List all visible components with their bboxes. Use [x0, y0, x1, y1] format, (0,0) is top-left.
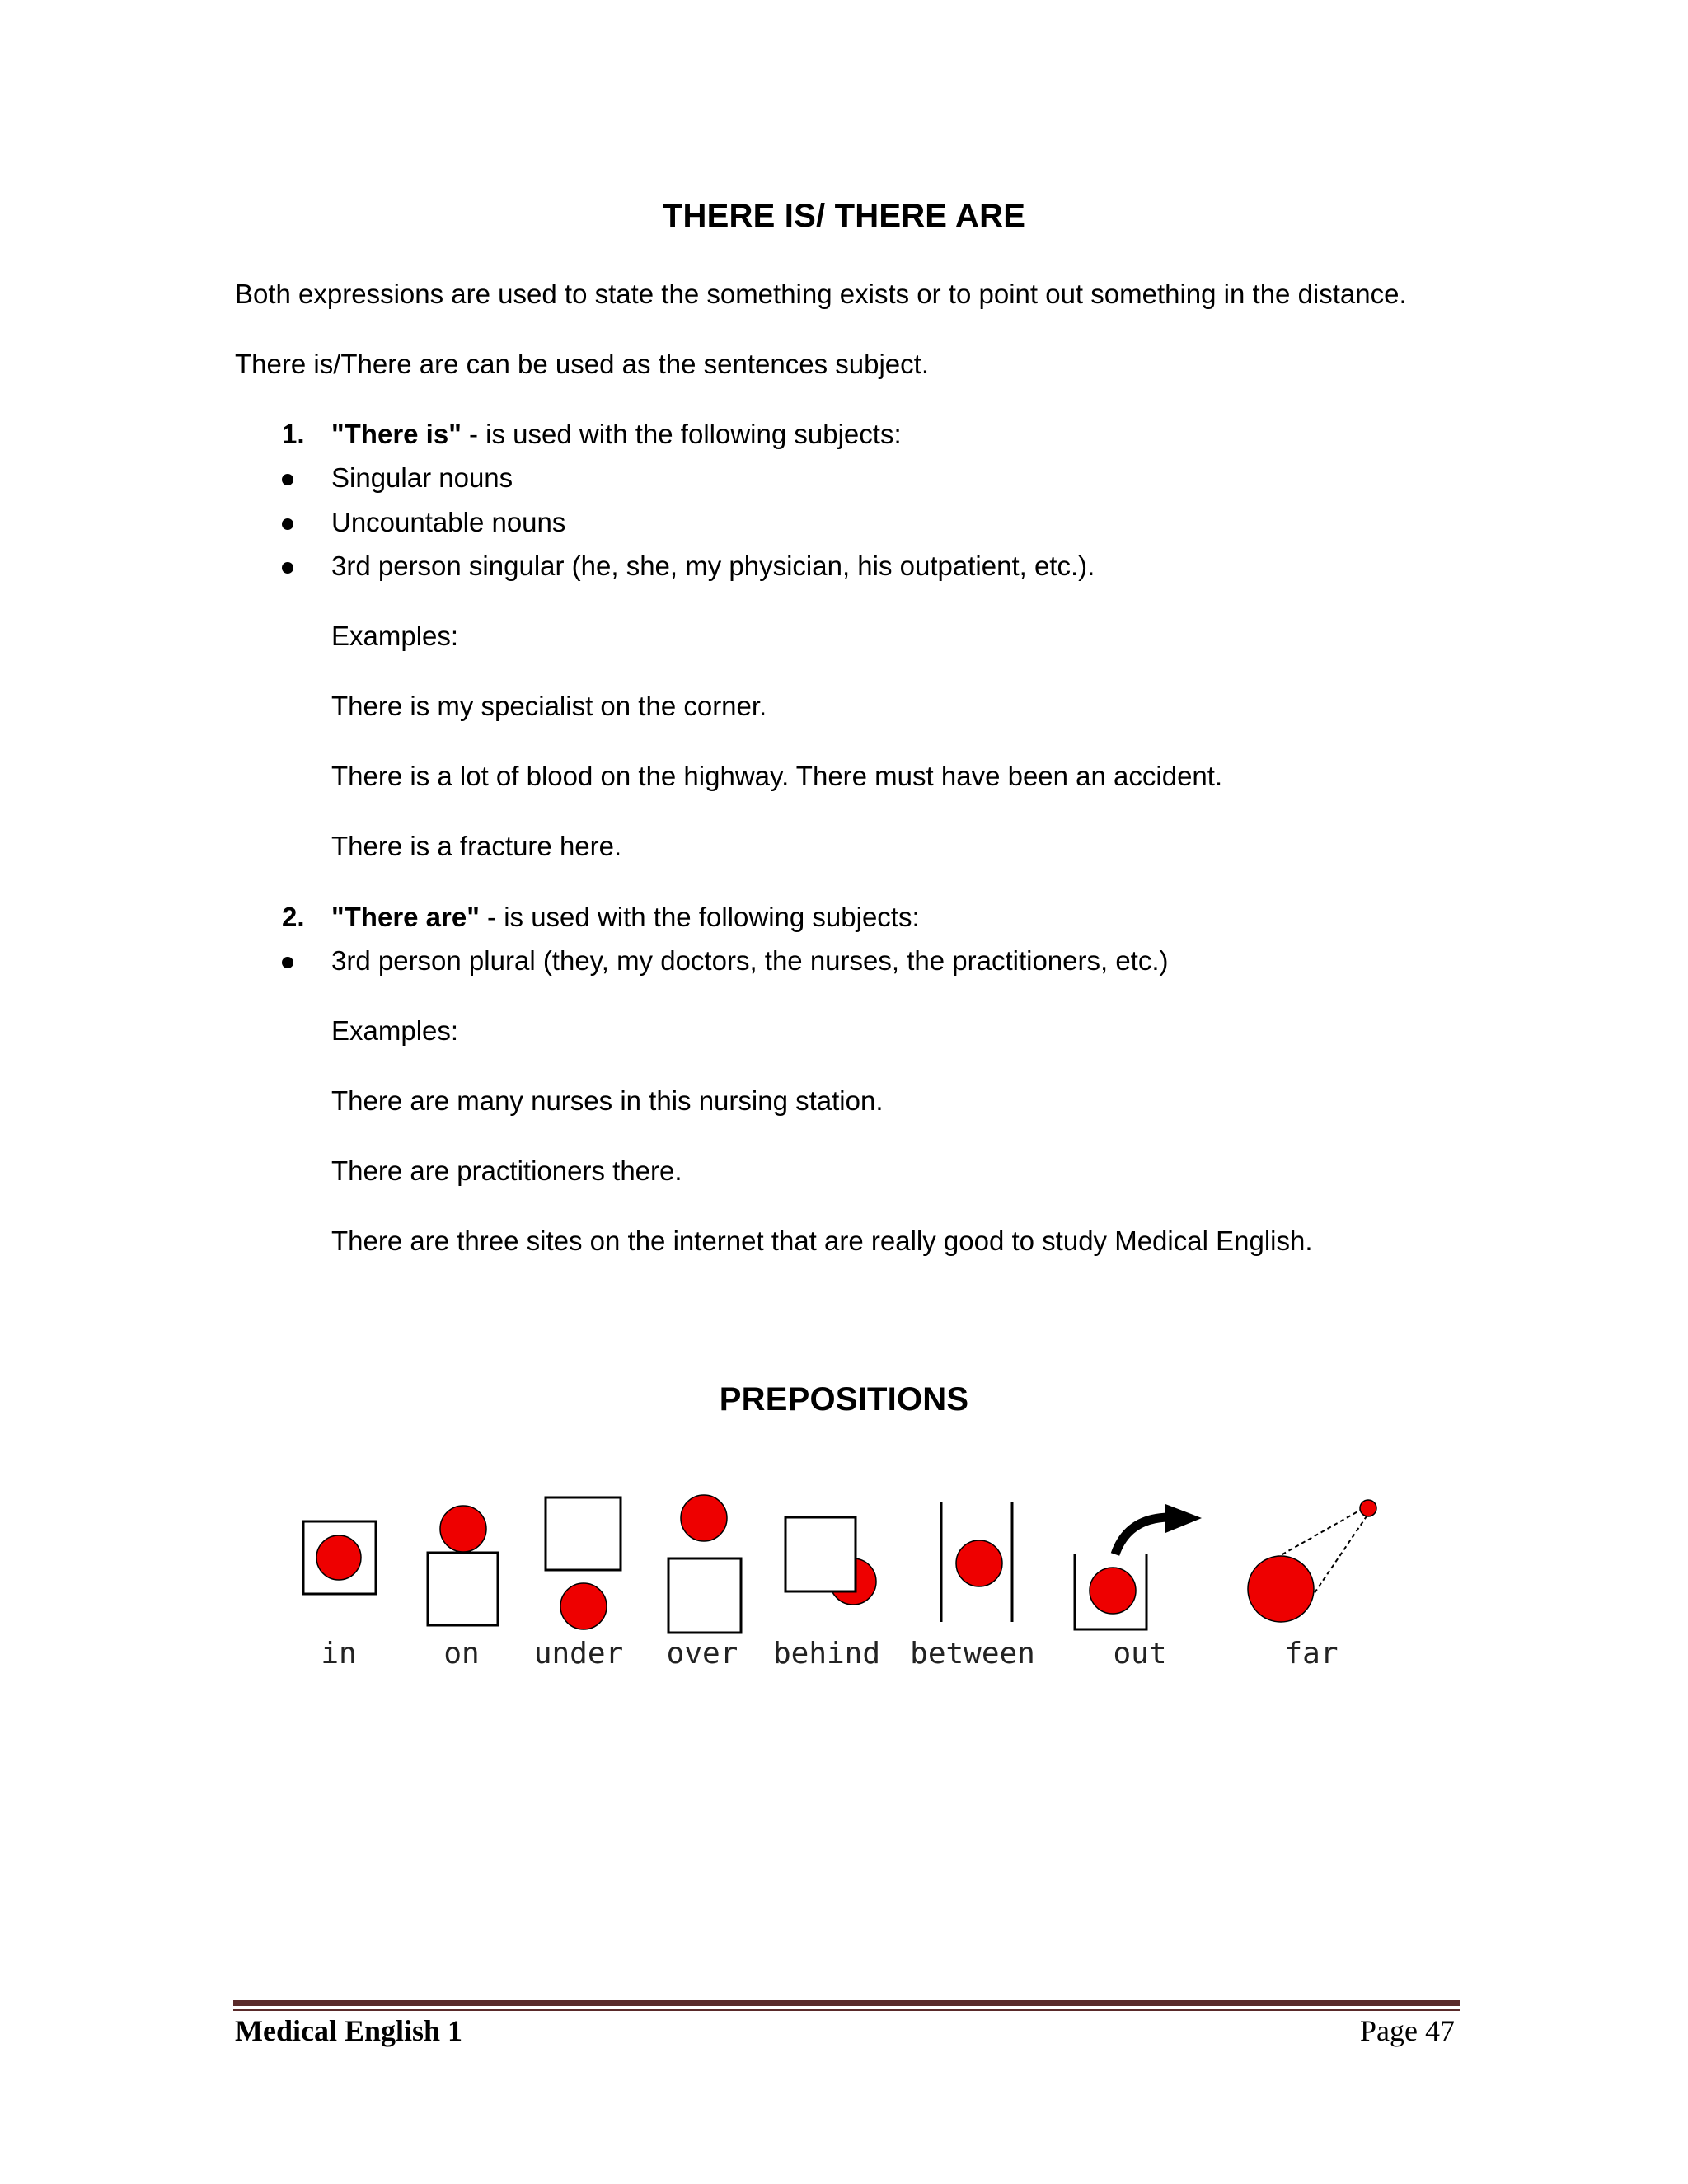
label-over: over	[666, 1637, 738, 1671]
section1-example-3: There is a fracture here.	[331, 831, 622, 861]
label-in: in	[321, 1637, 357, 1671]
label-on: on	[443, 1637, 480, 1671]
bullet-text: 3rd person singular (he, she, my physician, his outpatient, etc.).	[331, 551, 1095, 581]
bullet-text: 3rd person plural (they, my doctors, the nurses, the practitioners, etc.)	[331, 945, 1169, 976]
footer-rule-thin	[233, 2009, 1460, 2011]
section2-example-1: There are many nurses in this nursing station.	[331, 1085, 884, 1116]
section1-examples-label: Examples:	[331, 621, 459, 651]
in-diagram	[303, 1521, 376, 1594]
section1-example-1: There is my specialist on the corner.	[331, 691, 767, 721]
label-far: far	[1284, 1637, 1339, 1671]
section2-examples-label: Examples:	[331, 1015, 459, 1046]
bullet-text: Singular nouns	[331, 462, 513, 493]
behind-diagram	[785, 1517, 876, 1605]
section2-number: 2.	[282, 902, 305, 932]
section1-number: 1.	[282, 419, 305, 449]
label-out: out	[1113, 1637, 1167, 1671]
over-diagram	[668, 1495, 741, 1633]
section1-example-2: There is a lot of blood on the highway. There must have been an accident.	[331, 761, 1223, 791]
label-under: under	[533, 1637, 624, 1671]
section1-term: "There is"	[331, 419, 462, 449]
footer-rule-thick	[233, 2000, 1460, 2006]
page-title: THERE IS/ THERE ARE	[662, 198, 1026, 234]
footer-book-title: Medical English 1	[235, 2014, 463, 2047]
section2-example-2: There are practitioners there.	[331, 1155, 682, 1186]
out-diagram	[1075, 1504, 1202, 1629]
label-behind: behind	[772, 1637, 881, 1671]
far-diagram	[1248, 1500, 1376, 1622]
section2-rest: - is used with the following subjects:	[479, 902, 920, 932]
section2-example-3: There are three sites on the internet that are really good to study Medical English.	[331, 1226, 1313, 1256]
label-between: between	[910, 1637, 1035, 1671]
under-diagram	[546, 1497, 621, 1629]
section1-rest: - is used with the following subjects:	[461, 419, 902, 449]
intro-line-1: Both expressions are used to state the something exists or to point out something in the distance.	[235, 279, 1407, 309]
intro-line-2: There is/There are can be used as the sentences subject.	[235, 349, 929, 379]
prepositions-heading: PREPOSITIONS	[719, 1381, 969, 1418]
on-diagram	[428, 1506, 498, 1625]
bullet-text: Uncountable nouns	[331, 507, 566, 537]
between-diagram	[941, 1502, 1012, 1622]
section2-term: "There are"	[331, 902, 480, 932]
footer-page-number: Page 47	[1360, 2014, 1455, 2047]
